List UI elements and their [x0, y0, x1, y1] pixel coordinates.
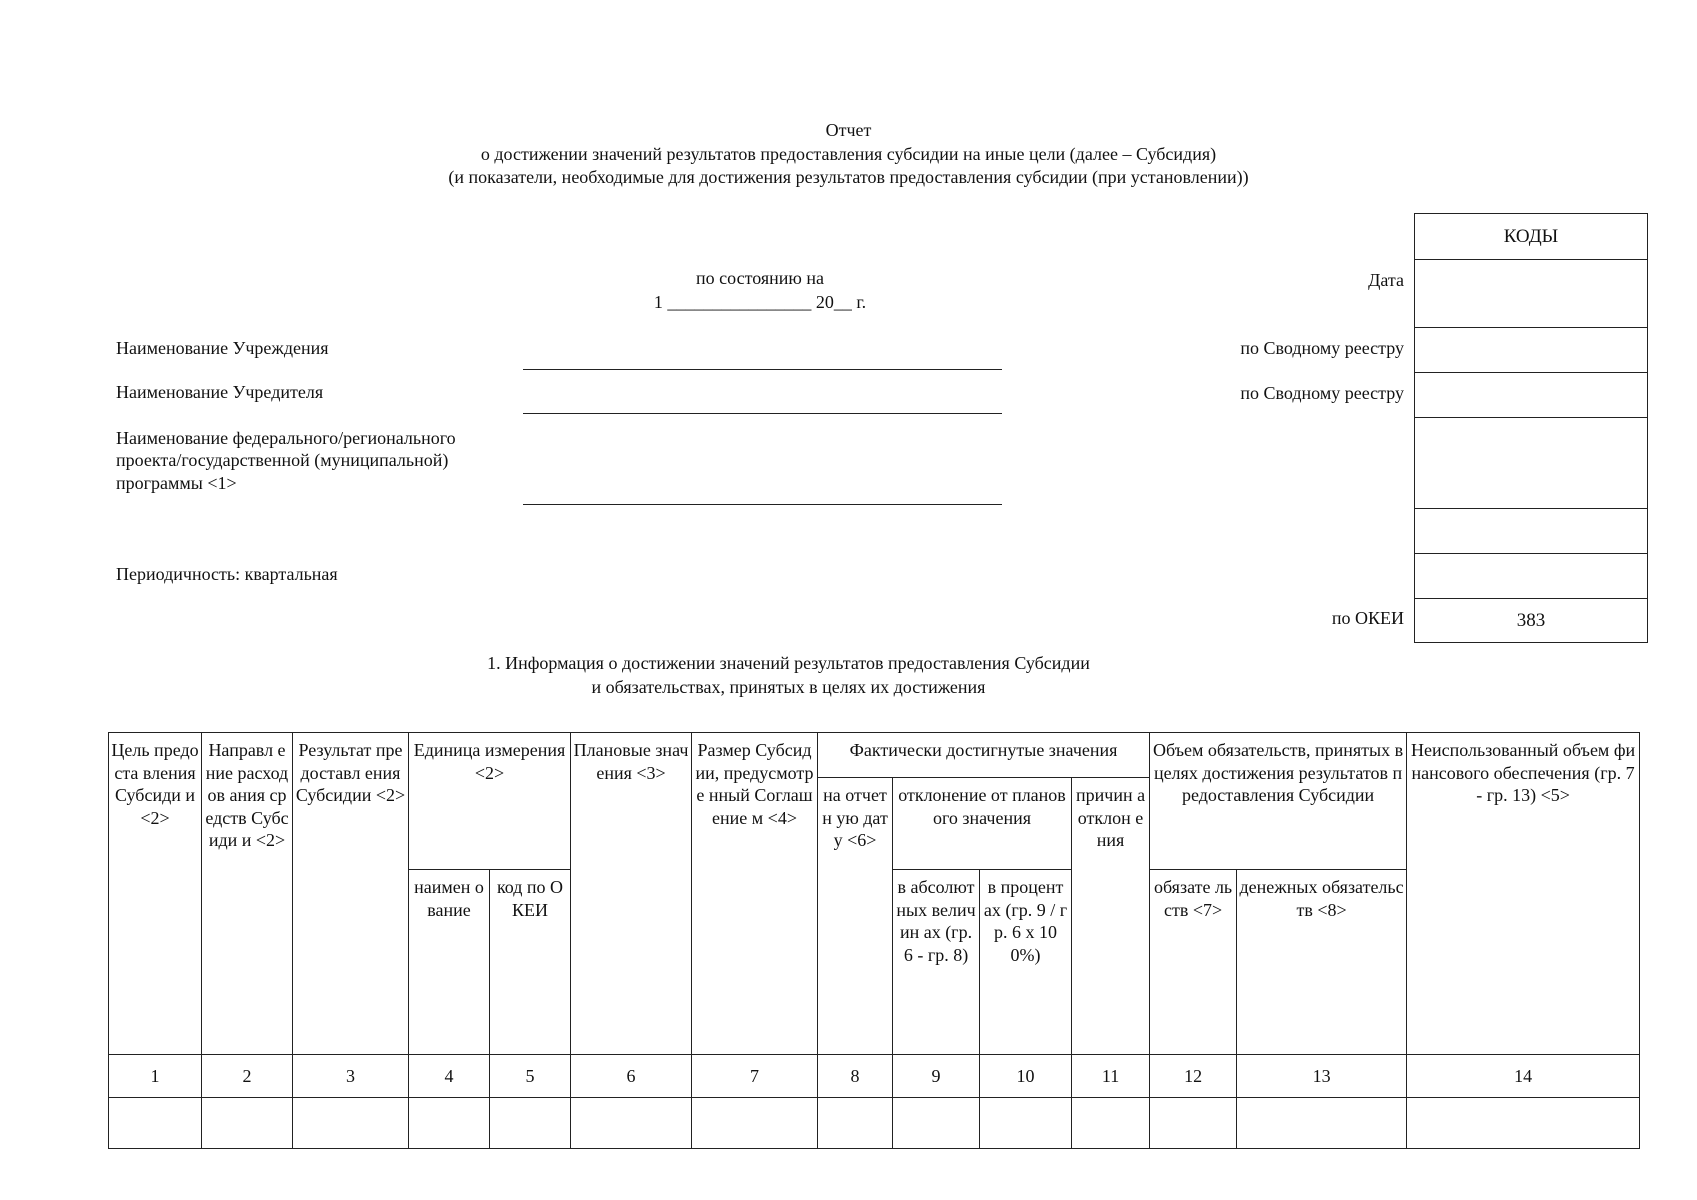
- institution-input-line[interactable]: [523, 369, 1002, 370]
- table-cell[interactable]: [109, 1098, 202, 1149]
- col-deviation-percent-header: в процент ах (гр. 9 / гр. 6 х 100%): [980, 870, 1072, 1055]
- section1-title: 1. Информация о достижении значений результатов предоставления Субсидии: [487, 653, 1090, 673]
- col-number: 9: [893, 1055, 980, 1098]
- table-cell[interactable]: [1072, 1098, 1150, 1149]
- col-number: 14: [1407, 1055, 1640, 1098]
- col-subsidy-size-header: Размер Субсидии, предусмотре нный Соглашение м <4>: [692, 733, 818, 1055]
- code-label-registry1: по Сводному реестру: [1240, 338, 1404, 358]
- code-label-date: Дата: [1368, 270, 1404, 290]
- col-deviation-reason-header: причин а отклон ения: [1072, 778, 1150, 1055]
- table-cell[interactable]: [202, 1098, 293, 1149]
- institution-label: Наименование Учреждения: [116, 338, 329, 358]
- column-numbers-row: [109, 1055, 1640, 1098]
- table-row[interactable]: [109, 1098, 1640, 1149]
- col-number: 1: [109, 1055, 202, 1098]
- date-label: по состоянию на: [696, 268, 824, 288]
- table-cell[interactable]: [1150, 1098, 1237, 1149]
- project-label-line1: Наименование федерального/регионального: [116, 428, 456, 448]
- col-number: 5: [490, 1055, 571, 1098]
- code-blank-cell-2[interactable]: [1415, 553, 1647, 598]
- table-cell[interactable]: [1407, 1098, 1640, 1149]
- code-label-registry2: по Сводному реестру: [1240, 383, 1404, 403]
- col-goal-header: Цель предоста вления Субсиди и <2>: [109, 733, 202, 1055]
- results-table: [108, 732, 1640, 1149]
- section1-subtitle: и обязательствах, принятых в целях их достижения: [591, 677, 986, 697]
- date-value[interactable]: 1 ________________ 20__ г.: [653, 292, 867, 312]
- col-number: 4: [409, 1055, 490, 1098]
- col-deviation-group-header: отклонение от планового значения: [893, 778, 1072, 870]
- codes-box: [1414, 213, 1648, 643]
- col-number: 10: [980, 1055, 1072, 1098]
- report-subtitle: о достижении значений результатов предоставления субсидии на иные цели (далее – Субсидия): [480, 144, 1217, 164]
- table-cell[interactable]: [1237, 1098, 1407, 1149]
- col-number: 12: [1150, 1055, 1237, 1098]
- col-number: 11: [1072, 1055, 1150, 1098]
- col-unit-okei-header: код по ОКЕИ: [490, 870, 571, 1055]
- col-direction-header: Направл ение расходов ания средств Субсиди и <2>: [202, 733, 293, 1055]
- code-registry2-cell[interactable]: [1415, 372, 1647, 417]
- col-obligations-header: обязате льств <7>: [1150, 870, 1237, 1055]
- code-okei-cell: 383: [1415, 598, 1647, 642]
- report-title: Отчет: [825, 120, 872, 140]
- col-result-header: Результат предоставл ения Субсидии <2>: [293, 733, 409, 1055]
- col-number: 7: [692, 1055, 818, 1098]
- table-cell[interactable]: [409, 1098, 490, 1149]
- col-reporting-date-header: на отчетн ую дату <6>: [818, 778, 893, 1055]
- founder-input-line[interactable]: [523, 413, 1002, 414]
- col-actual-group-header: Фактически достигнутые значения: [818, 733, 1150, 778]
- code-project-cell[interactable]: [1415, 417, 1647, 508]
- col-number: 3: [293, 1055, 409, 1098]
- col-obligations-group-header: Объем обязательств, принятых в целях достижения результатов предоставления Субсидии: [1150, 733, 1407, 870]
- table-cell[interactable]: [571, 1098, 692, 1149]
- code-registry1-cell[interactable]: [1415, 327, 1647, 372]
- col-unit-header: Единица измерения <2>: [409, 733, 571, 870]
- col-plan-header: Плановые значения <3>: [571, 733, 692, 1055]
- col-unit-name-header: наимен ование: [409, 870, 490, 1055]
- col-number: 6: [571, 1055, 692, 1098]
- codes-heading: КОДЫ: [1503, 225, 1559, 247]
- table-cell[interactable]: [293, 1098, 409, 1149]
- col-unused-header: Неиспользованный объем финансового обеспечения (гр. 7 - гр. 13) <5>: [1407, 733, 1640, 1055]
- code-label-okei: по ОКЕИ: [1331, 608, 1404, 628]
- col-monetary-obligations-header: денежных обязательств <8>: [1237, 870, 1407, 1055]
- periodicity-label: Периодичность: квартальная: [116, 564, 338, 584]
- col-deviation-absolute-header: в абсолют ных величин ах (гр. 6 - гр. 8): [893, 870, 980, 1055]
- founder-label: Наименование Учредителя: [116, 382, 324, 402]
- table-cell[interactable]: [893, 1098, 980, 1149]
- code-blank-cell-1[interactable]: [1415, 508, 1647, 553]
- project-label-line3: программы <1>: [116, 473, 237, 493]
- report-subtitle-note: (и показатели, необходимые для достижения результатов предоставления субсидии (при установлении)): [448, 167, 1249, 187]
- col-number: 2: [202, 1055, 293, 1098]
- table-cell[interactable]: [818, 1098, 893, 1149]
- table-cell[interactable]: [490, 1098, 571, 1149]
- project-label-line2: проекта/государственной (муниципальной): [116, 450, 449, 470]
- table-cell[interactable]: [692, 1098, 818, 1149]
- code-date-cell[interactable]: [1415, 259, 1647, 327]
- col-number: 8: [818, 1055, 893, 1098]
- project-input-line[interactable]: [523, 504, 1002, 505]
- table-cell[interactable]: [980, 1098, 1072, 1149]
- col-number: 13: [1237, 1055, 1407, 1098]
